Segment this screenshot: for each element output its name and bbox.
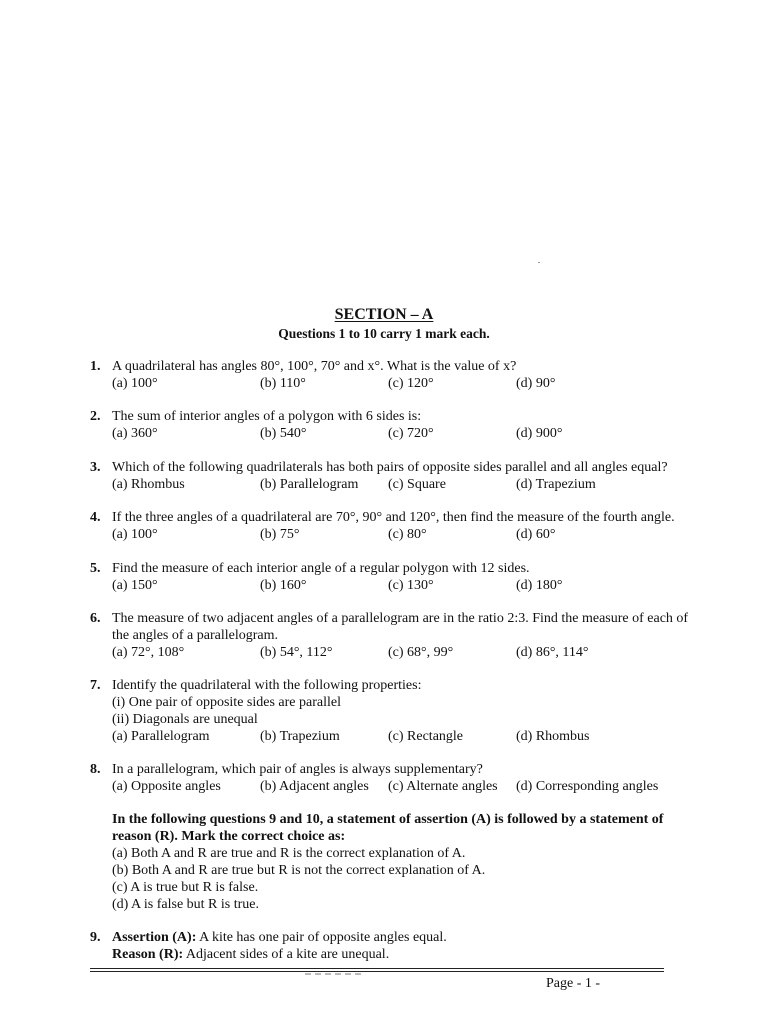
option-a: (a) 100° (112, 376, 158, 391)
question-number: 8. (90, 762, 101, 777)
option-b: (b) Adjacent angles (260, 779, 369, 794)
question-number: 1. (90, 359, 101, 374)
question-text: In a parallelogram, which pair of angles is always supplementary? (112, 762, 483, 777)
question-7 (90, 677, 710, 745)
question-options (112, 778, 710, 795)
option-c: (c) 130° (388, 578, 434, 593)
property-2: (ii) Diagonals are unequal (112, 712, 258, 727)
option-c: (c) 120° (388, 376, 434, 391)
assertion-text: A kite has one pair of opposite angles equal. (196, 930, 447, 945)
footer-rule-bottom (90, 971, 664, 972)
reason-label: Reason (R): (112, 947, 184, 962)
option-b: (b) 540° (260, 426, 307, 441)
question-text: A quadrilateral has angles 80°, 100°, 70° and x°. What is the value of x? (112, 359, 517, 374)
question-number: 3. (90, 460, 101, 475)
question-1 (90, 358, 710, 392)
question-options (112, 644, 710, 661)
question-5 (90, 560, 710, 594)
option-d: (d) 180° (516, 578, 563, 593)
question-number: 5. (90, 561, 101, 576)
question-2 (90, 408, 710, 442)
reason-line (112, 946, 710, 963)
choice-a: (a) Both A and R are true and R is the correct explanation of A. (112, 846, 466, 861)
property-1: (i) One pair of opposite sides are parallel (112, 695, 341, 710)
choice-c: (c) A is true but R is false. (112, 880, 259, 895)
assertion-label: Assertion (A): (112, 930, 197, 945)
option-d: (d) 60° (516, 527, 556, 542)
question-number: 7. (90, 678, 101, 693)
question-number: 9. (90, 930, 101, 945)
question-text: The sum of interior angles of a polygon with 6 sides is: (112, 409, 422, 424)
question-6 (90, 610, 710, 661)
question-options (112, 476, 710, 493)
reason-text: Adjacent sides of a kite are unequal. (183, 947, 390, 962)
option-d: (d) Trapezium (516, 477, 596, 492)
question-3 (90, 459, 710, 493)
assertion-reason-instructions (112, 811, 702, 913)
question-text-continued: the angles of a parallelogram. (112, 628, 278, 643)
choice-d: (d) A is false but R is true. (112, 897, 259, 912)
option-a: (a) Opposite angles (112, 779, 221, 794)
option-c: (c) 80° (388, 527, 427, 542)
question-number: 4. (90, 510, 101, 525)
question-9 (90, 929, 710, 963)
option-b: (b) 75° (260, 527, 300, 542)
instructions-heading-line-2: reason (R). Mark the correct choice as: (112, 829, 346, 844)
question-8 (90, 761, 710, 795)
option-b: (b) 160° (260, 578, 307, 593)
question-text: If the three angles of a quadrilateral are 70°, 90° and 120°, then find the measure of the fourth angle. (112, 510, 675, 525)
question-4 (90, 509, 710, 543)
choice-b: (b) Both A and R are true but R is not the correct explanation of A. (112, 863, 486, 878)
stray-dot (538, 262, 540, 263)
question-options (112, 375, 710, 392)
section-subtitle: Questions 1 to 10 carry 1 mark each. (278, 326, 490, 341)
option-a: (a) Rhombus (112, 477, 185, 492)
assertion-line (112, 929, 710, 946)
question-options (112, 425, 710, 442)
option-c: (c) Alternate angles (388, 779, 498, 794)
option-c: (c) Rectangle (388, 729, 464, 744)
question-number: 2. (90, 409, 101, 424)
option-b: (b) 110° (260, 376, 306, 391)
option-a: (a) Parallelogram (112, 729, 210, 744)
option-a: (a) 150° (112, 578, 158, 593)
option-d: (d) Corresponding angles (516, 779, 659, 794)
option-a: (a) 360° (112, 426, 158, 441)
option-d: (d) 86°, 114° (516, 645, 589, 660)
option-b: (b) 54°, 112° (260, 645, 333, 660)
question-text: The measure of two adjacent angles of a parallelogram are in the ratio 2:3. Find the measure of each of (112, 611, 689, 626)
instructions-heading-line-1: In the following questions 9 and 10, a statement of assertion (A) is followed by a statement of (112, 812, 664, 827)
option-d: (d) 90° (516, 376, 556, 391)
question-text: Which of the following quadrilaterals has both pairs of opposite sides parallel and all angles equal? (112, 460, 668, 475)
option-d: (d) 900° (516, 426, 563, 441)
question-number: 6. (90, 611, 101, 626)
option-c: (c) 720° (388, 426, 434, 441)
option-b: (b) Parallelogram (260, 477, 359, 492)
page-number: Page - 1 - (546, 976, 601, 991)
footer-rule-top (90, 968, 664, 969)
option-d: (d) Rhombus (516, 729, 590, 744)
question-options (112, 728, 710, 745)
section-title: SECTION – A (334, 306, 434, 323)
option-a: (a) 72°, 108° (112, 645, 185, 660)
question-options (112, 577, 710, 594)
option-b: (b) Trapezium (260, 729, 340, 744)
option-a: (a) 100° (112, 527, 158, 542)
question-text: Identify the quadrilateral with the following properties: (112, 678, 422, 693)
question-options (112, 526, 710, 543)
option-c: (c) 68°, 99° (388, 645, 454, 660)
faint-footer-mark (305, 973, 365, 975)
option-c: (c) Square (388, 477, 446, 492)
question-text: Find the measure of each interior angle of a regular polygon with 12 sides. (112, 561, 530, 576)
